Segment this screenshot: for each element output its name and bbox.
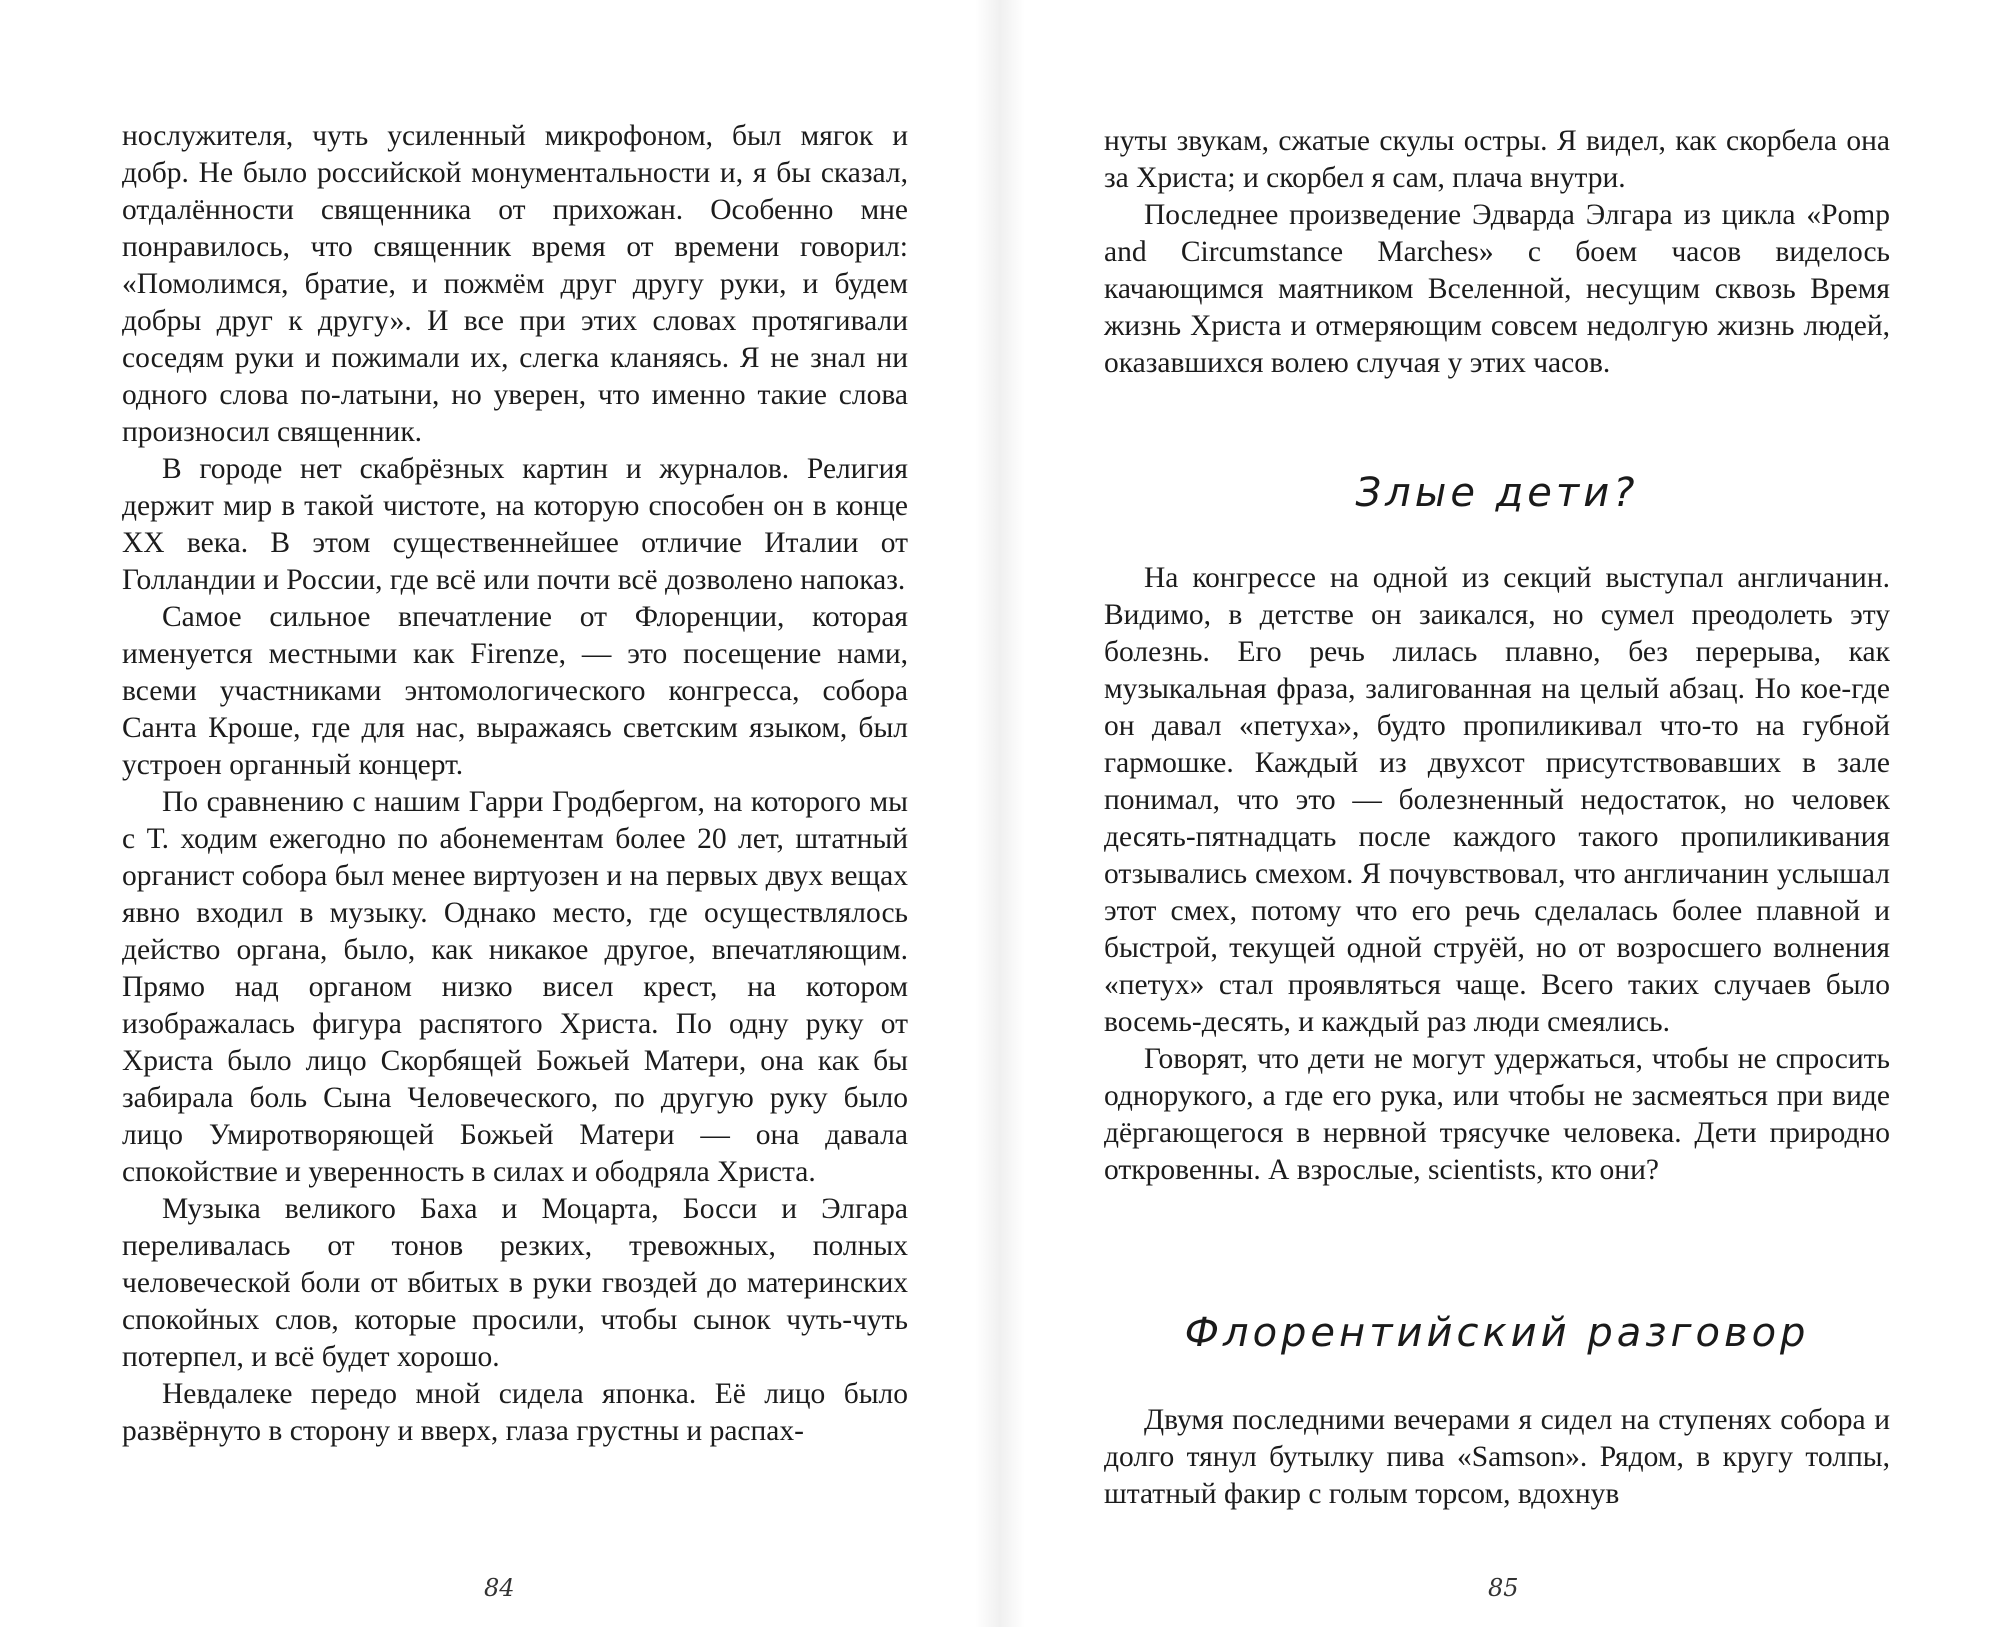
paragraph: Говорят, что дети не могут удержаться, чтобы не спросить однорукого, а где его рука, или чтобы не засмеяться при виде дёргающегося в нервной трясучке человека. Дети природно откровенны. А взрослые, scientists, кто они? bbox=[1104, 1043, 1890, 1186]
page-number: 85 bbox=[1488, 1574, 1519, 1602]
section-heading: Флорентийский разговор bbox=[1184, 1310, 1810, 1356]
paragraph: Двумя последними вечерами я сидел на ступенях собора и долго тянул бутылку пива «Samson». Рядом, в кругу толпы, штатный факир с голым торсом, вдохнув bbox=[1104, 1404, 1890, 1510]
right-page-text-top bbox=[1104, 123, 1890, 382]
paragraph: Музыка великого Баха и Моцарта, Босси и Элгара переливалась от тонов резких, тревожных, полных человеческой боли от вбитых в руки гвоздей до материнских спокойных слов, которые просили, чтобы сынок чуть-чуть потерпел, и всё будет хорошо. bbox=[122, 1193, 908, 1373]
paragraph: Невдалеке передо мной сидела японка. Её лицо было развёрнуто в сторону и вверх, глаза грустны и распах- bbox=[122, 1378, 908, 1447]
paragraph: В городе нет скабрёзных картин и журналов. Религия держит мир в такой чистоте, на которую способен он в конце XX века. В этом существеннейшее отличие Италии от Голландии и России, где всё или почти всё дозволено напоказ. bbox=[122, 453, 908, 596]
paragraph: На конгрессе на одной из секций выступал англичанин. Видимо, в детстве он заикался, но сумел преодолеть эту болезнь. Его речь лилась плавно, без перерыва, как музыкальная фраза, залигованная на целый абзац. Но кое-где он давал «петуха», будто пропиликивал что-то на губной гармошке. Каждый из двухсот присутствовавших в зале понимал, что это — болезненный недостаток, но человек десять-пятнадцать после каждого такого пропиликивания отзывались смехом. Я почувствовал, что англичанин услышал этот смех, потому что его речь сделалась более плавной и быстрой, текущей одной струёй, но от возросшего волнения «петух» стал проявляться чаще. Всего таких случаев было восемь-десять, и каждый раз люди смеялись. bbox=[1104, 562, 1890, 1038]
right-page-text-mid bbox=[1104, 560, 1890, 1189]
paragraph: По сравнению с нашим Гарри Гродбергом, на которого мы с Т. ходим ежегодно по абонементам более 20 лет, штатный органист собора был менее виртуозен и на первых двух вещах явно входил в музыку. Однако место, где осуществлялось действо органа, было, как никакое другое, впечатляющим. Прямо над органом низко висел крест, на котором изображалась фигура распятого Христа. По одну руку от Христа было лицо Скорбящей Божьей Матери, она как бы забирала боль Сына Человеческого, по другую руку было лицо Умиротворяющей Божьей Матери — она давала спокойствие и уверенность в силах и ободряла Христа. bbox=[122, 786, 908, 1188]
section-heading: Злые дети? bbox=[1355, 470, 1639, 516]
right-page bbox=[1000, 0, 2000, 1627]
paragraph: Самое сильное впечатление от Флоренции, которая именуется местными как Firenze, — это посещение нами, всеми участниками энтомологического конгресса, собора Санта Кроше, где для нас, выражаясь светским языком, был устроен органный концерт. bbox=[122, 601, 908, 781]
page-number: 84 bbox=[484, 1574, 515, 1602]
paragraph: нуты звукам, сжатые скулы остры. Я видел, как скорбела она за Христа; и скорбел я сам, плача внутри. bbox=[1104, 125, 1890, 194]
paragraph: Последнее произведение Эдварда Элгара из цикла «Pomp and Circumstance Marches» с боем часов виделось качающимся маятником Вселенной, несущим сквозь Время жизнь Христа и отмеряющим совсем недолгую жизнь людей, оказавшихся волею случая у этих часов. bbox=[1104, 199, 1890, 379]
left-page-text bbox=[122, 118, 908, 1450]
paragraph: нослужителя, чуть усиленный микрофоном, был мягок и добр. Не было российской монументальности и, я бы сказал, отдалённости священника от прихожан. Особенно мне понравилось, что священник время от времени говорил: «Помолимся, братие, и пожмём друг другу руки, и будем добры друг к другу». И все при этих словах протягивали соседям руки и пожимали их, слегка кланяясь. Я не знал ни одного слова по-латыни, но уверен, что именно такие слова произносил священник. bbox=[122, 120, 908, 448]
right-page-text-bottom bbox=[1104, 1402, 1890, 1513]
